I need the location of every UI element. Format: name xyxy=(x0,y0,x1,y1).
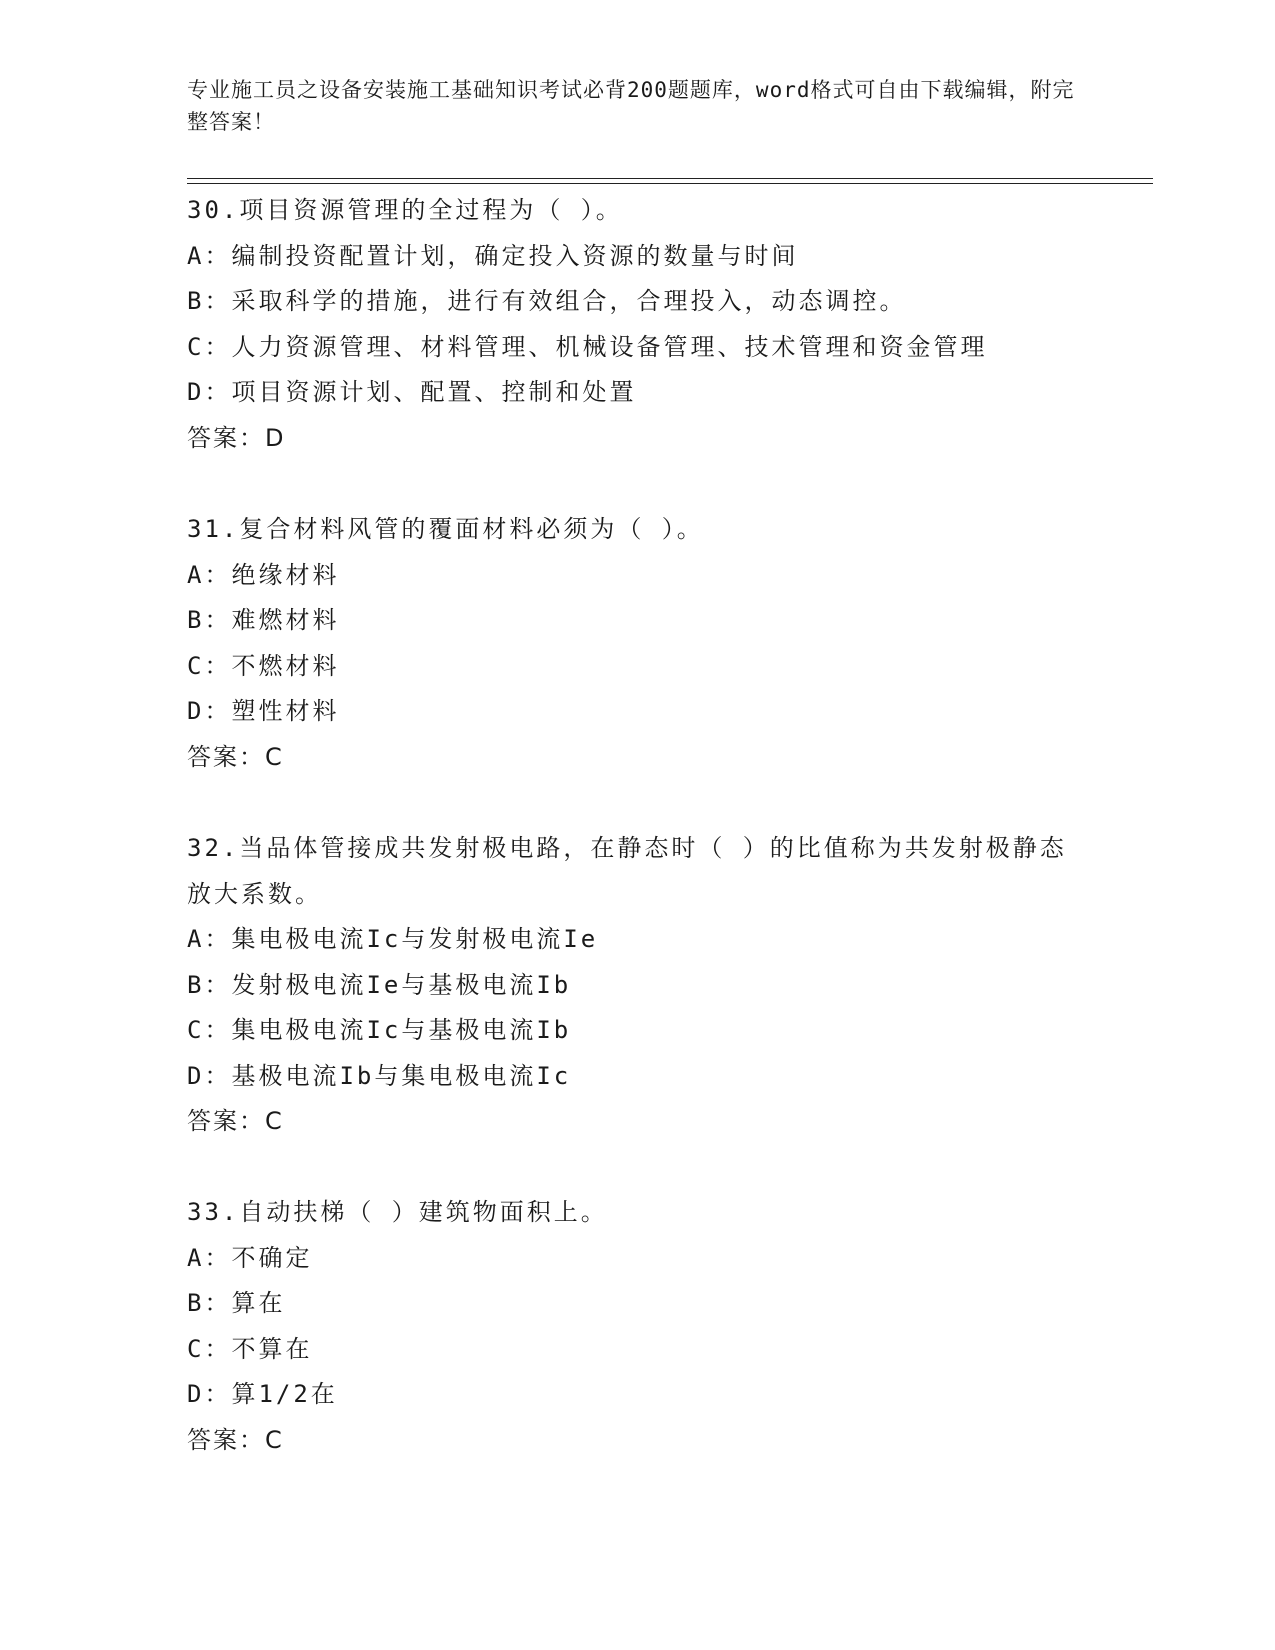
option-b: B：算在 xyxy=(187,1289,286,1317)
question-32 xyxy=(187,826,1087,1145)
option-a: A：集电极电流Ic与发射极电流Ie xyxy=(187,925,599,953)
option-d: D：基极电流Ib与集电极电流Ic xyxy=(187,1061,572,1090)
document-header: 专业施工员之设备安装施工基础知识考试必背200题题库，word格式可自由下载编辑，附完整答案！ xyxy=(187,78,1075,134)
option-d: D：项目资源计划、配置、控制和处置 xyxy=(187,378,637,406)
option-b: B：难燃材料 xyxy=(187,606,340,634)
question-33 xyxy=(187,1190,1087,1463)
question-31 xyxy=(187,507,1087,780)
question-30 xyxy=(187,188,1087,461)
option-a: A：不确定 xyxy=(187,1243,313,1272)
option-a: A：绝缘材料 xyxy=(187,560,340,589)
option-a: A：编制投资配置计划，确定投入资源的数量与时间 xyxy=(187,241,799,270)
option-d: D：算1/2在 xyxy=(187,1380,338,1408)
answer: 答案：C xyxy=(187,1107,284,1135)
answer: 答案：C xyxy=(187,1425,284,1454)
question-stem: 32.当品体管接成共发射极电路，在静态时（ ）的比值称为共发射极静态放大系数。 xyxy=(187,834,1067,908)
option-c: C：人力资源管理、材料管理、机械设备管理、技术管理和资金管理 xyxy=(187,332,988,361)
header-divider-top xyxy=(187,178,1153,179)
question-stem: 30.项目资源管理的全过程为（ ）。 xyxy=(187,196,623,224)
answer: 答案：D xyxy=(187,423,286,452)
option-c: C：不算在 xyxy=(187,1334,313,1363)
option-d: D：塑性材料 xyxy=(187,697,340,725)
header-divider-bottom xyxy=(187,183,1153,184)
option-b: B：采取科学的措施，进行有效组合，合理投入，动态调控。 xyxy=(187,287,907,315)
answer: 答案：C xyxy=(187,742,284,771)
option-c: C：不燃材料 xyxy=(187,651,340,680)
option-b: B：发射极电流Ie与基极电流Ib xyxy=(187,970,572,999)
question-stem: 33.自动扶梯（ ）建筑物面积上。 xyxy=(187,1198,608,1226)
option-c: C：集电极电流Ic与基极电流Ib xyxy=(187,1016,572,1044)
question-stem: 31.复合材料风管的覆面材料必须为（ ）。 xyxy=(187,515,704,543)
